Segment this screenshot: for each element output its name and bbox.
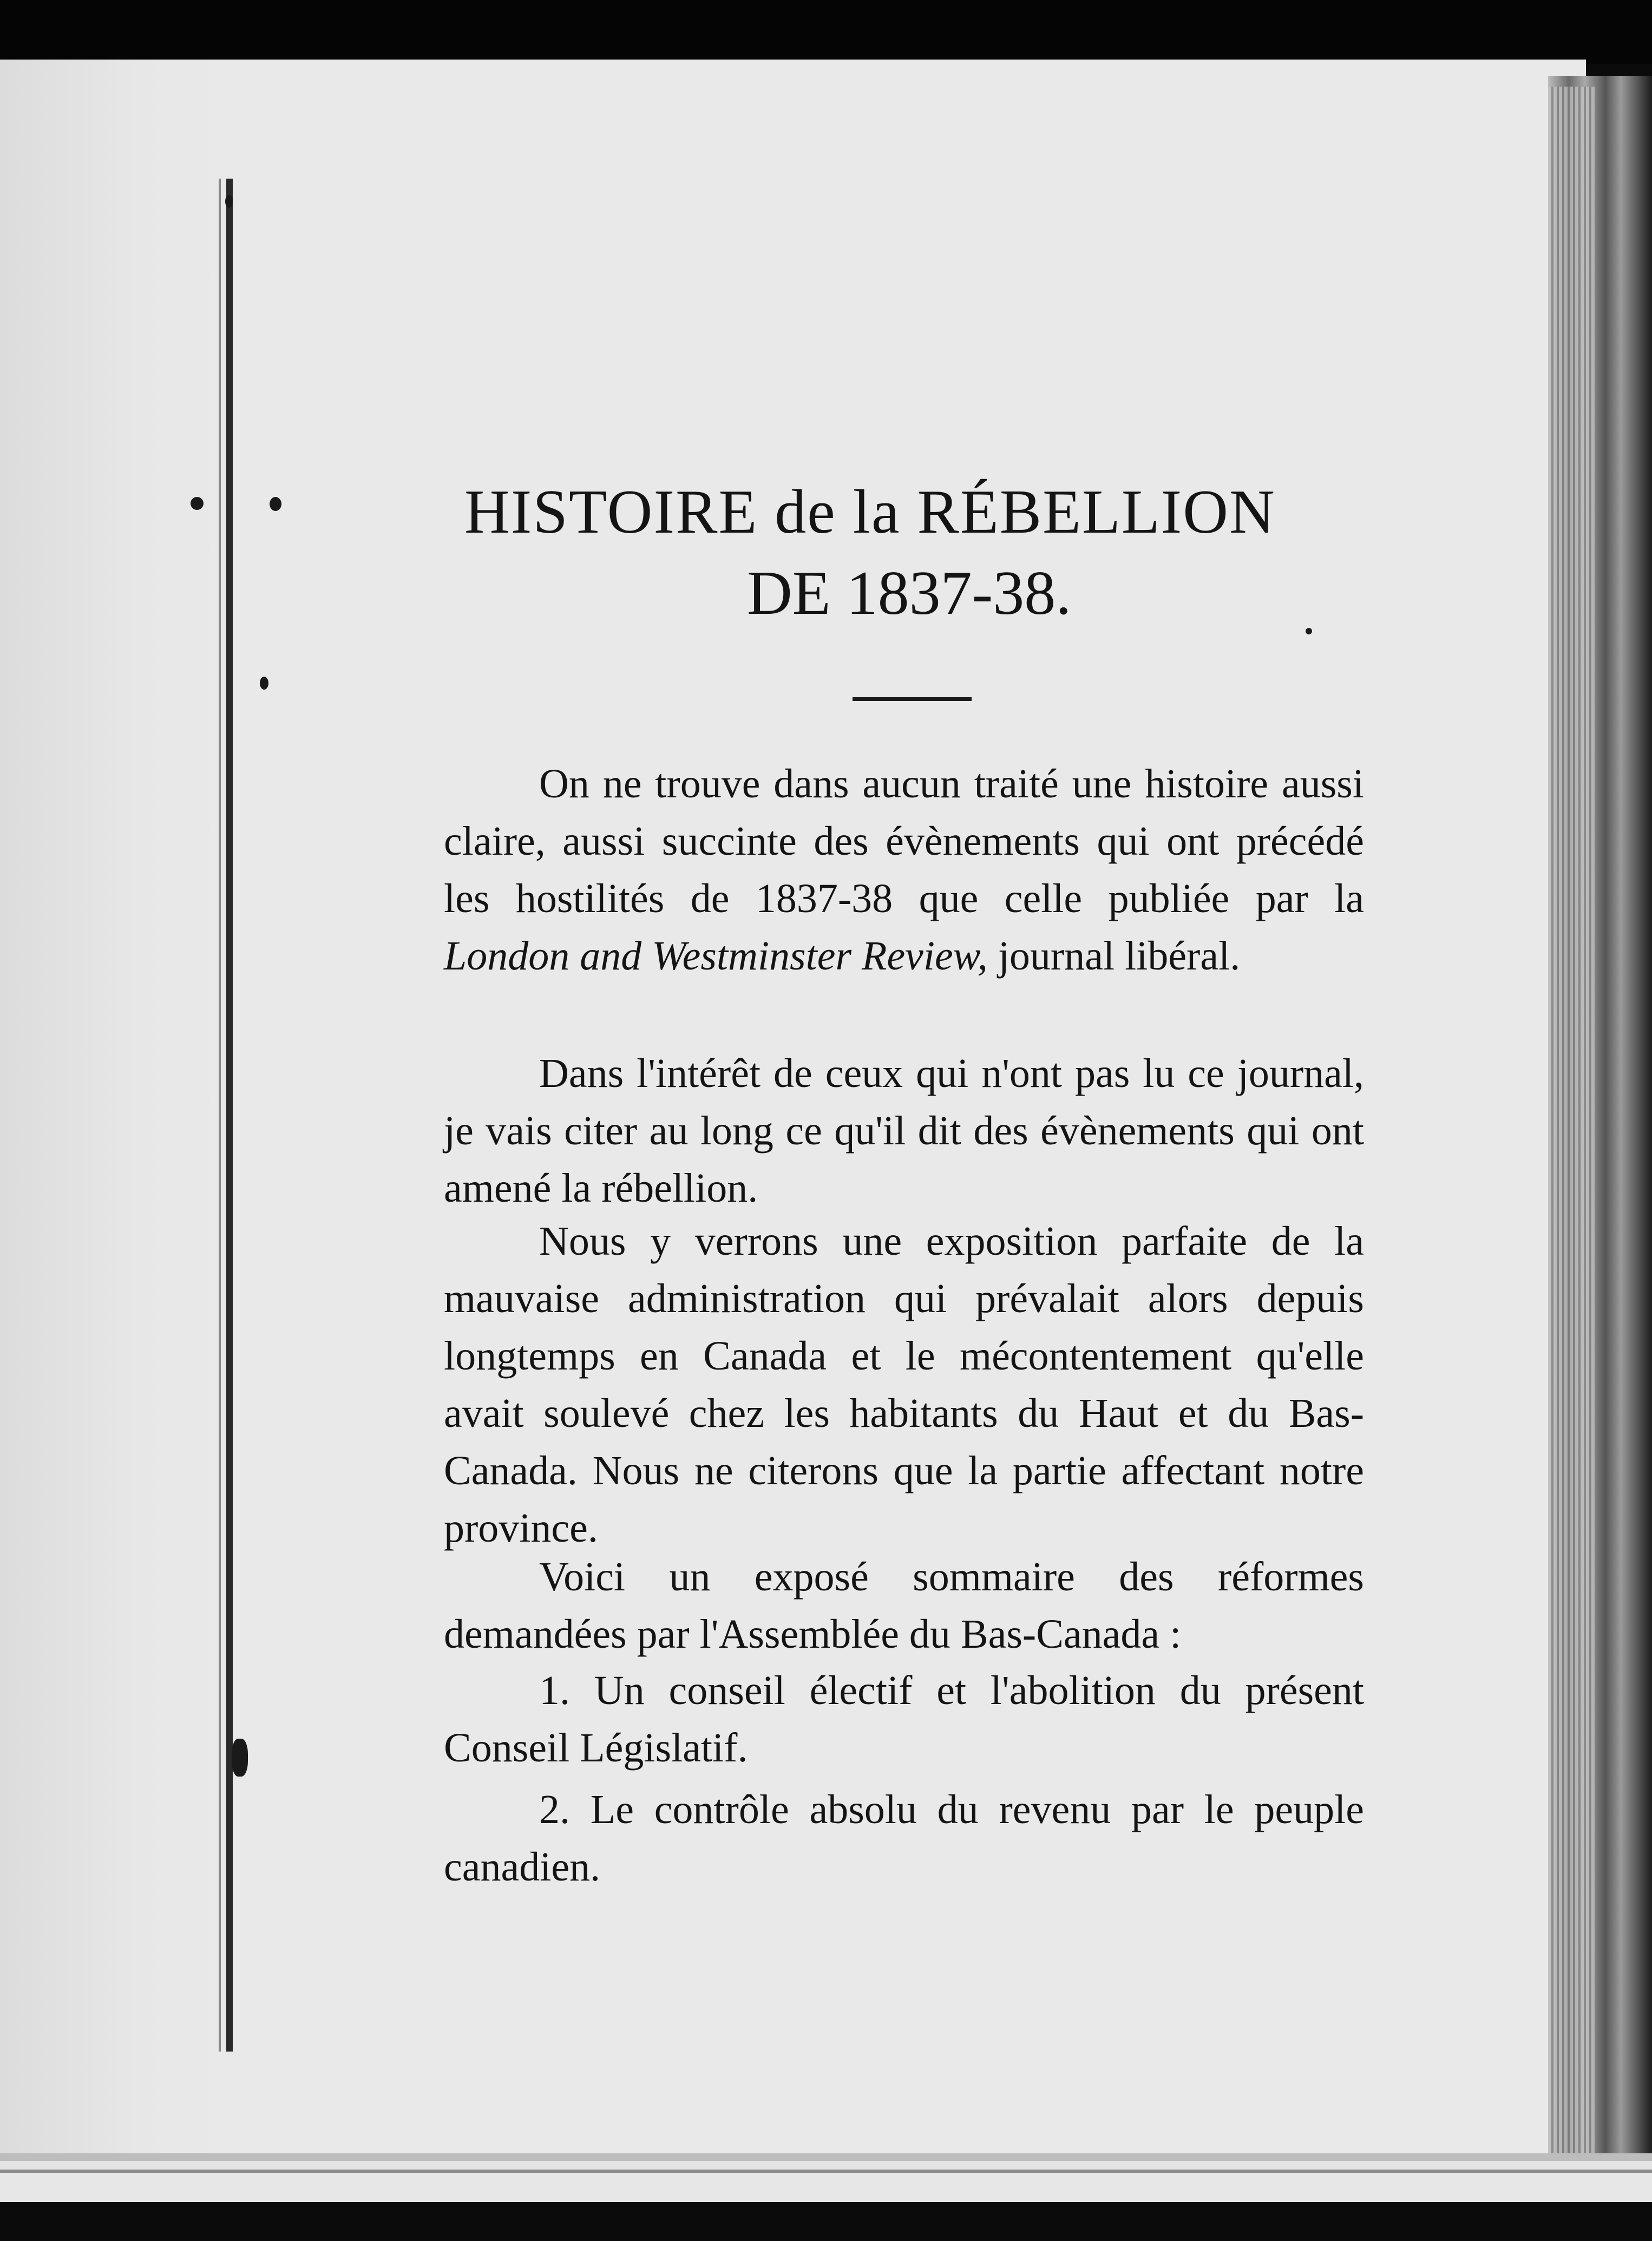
binding-hole [270,497,281,511]
list-item-2: 2. Le contrôle absolu du revenu par le peuple canadien. [444,1787,1364,1890]
paragraph-2: Dans l'intérêt de ceux qui n'ont pas lu ce journal, je vais citer au long ce qu'il dit des évènements qui ont amené la rébellion. [444,1051,1364,1211]
gutter-shadow [219,179,221,2052]
paragraph-1-end: journal libéral. [987,933,1241,979]
paragraph-4: Voici un exposé sommaire des réformes demandées par l'Assemblée du Bas-Canada : [444,1554,1364,1657]
gutter-fold-line [226,179,233,2052]
left-gutter [0,60,227,2225]
document-title-line-2: DE 1837-38. [747,559,1072,628]
speck [225,195,233,208]
paragraph-1-text: On ne trouve dans aucun traité une histoire aussi claire, aussi succinte des évènements qui ont précédé les hostilités de 1837-38 que celle publiée par la [444,761,1364,921]
speck [1306,628,1312,634]
film-top-border [0,0,1652,64]
journal-name: London and Westminster Review, [444,933,988,979]
paragraph-1 [444,755,1364,985]
binding-hole [260,677,268,690]
binding-hole [232,1739,248,1777]
binding-hole [191,497,204,510]
page-edges-bottom [0,2153,1652,2241]
title-rule [853,697,972,701]
paragraph-3: Nous y verrons une exposition parfaite de la mauvaise administration qui prévalait alors depuis longtemps en Canada et le mécontentement qu'elle avait soulevé chez les habitants du Haut et du Bas-Canada. Nous ne citerons que la partie affectant notre province. [444,1218,1364,1551]
page-edge-stripes [1548,87,1597,2187]
list-item-1: 1. Un conseil électif et l'abolition du présent Conseil Législatif. [444,1668,1364,1771]
document-title-line-1: HISTOIRE de la RÉBELLION [464,477,1276,547]
